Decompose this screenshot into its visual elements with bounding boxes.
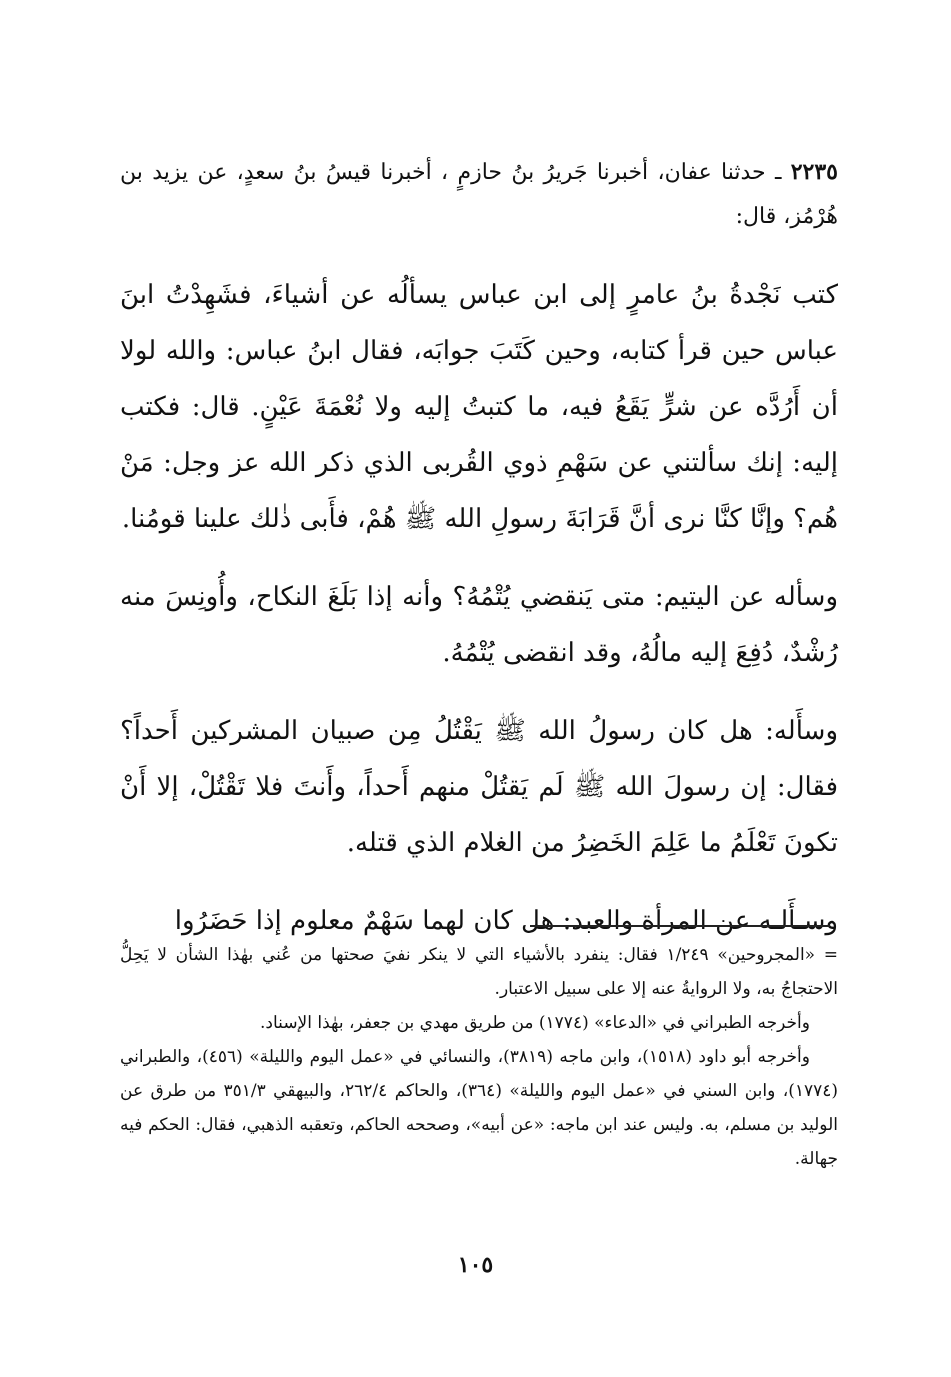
main-text-block	[120, 150, 838, 949]
page-number: ١٠٥	[457, 1252, 494, 1278]
hadith-paragraph: وسأله عن اليتيم: متى يَنقضي يُتْمُهُ؟ وأنه إذا بَلَغَ النكاح، وأُونِسَ منه رُشْدٌ، دُفِعَ إليه مالُهُ، وقد انقضى يُتْمُهُ.	[120, 582, 838, 668]
hadith-matn	[120, 267, 838, 949]
footnotes-block	[120, 938, 838, 1176]
footnote-paragraph: وأخرجه أبو داود (١٥١٨)، وابن ماجه (٣٨١٩)، والنسائي في «عمل اليوم والليلة» (٤٥٦)، والطبراني (١٧٧٤)، وابن السني في «عمل اليوم والليلة» (٣٦٤)، والحاكم ٢٦٢/٤، والبيهقي ٣٥١/٣ من طرق عن الوليد بن مسلم، به. وليس عند ابن ماجه: «عن أبيه»، وصححه الحاكم، وتعقبه الذهبي، فقال: الحكم فيه جهالة.	[120, 1047, 838, 1169]
footnote-paragraph: وأخرجه الطبراني في «الدعاء» (١٧٧٤) من طريق مهدي بن جعفر، بهٰذا الإسناد.	[260, 1013, 810, 1033]
footnote-divider	[530, 925, 830, 927]
isnad-text: ـ حدثنا عفان، أخبرنا جَريرُ بنُ حازمٍ ، أخبرنا قيسُ بنُ سعدٍ، عن يزيد بن هُرْمُز، قال:	[120, 160, 838, 229]
footnote-paragraph: = «المجروحين» ١/٢٤٩ فقال: ينفرد بالأشياء التي لا ينكر نفيَ صحتها من عُني بهٰذا الشأن لا يَحِلُّ الاحتجاجُ به، ولا الروايةُ عنه إلا على سبيل الاعتبار.	[120, 945, 838, 999]
hadith-isnad	[120, 150, 838, 239]
hadith-paragraph: كتب نَجْدةُ بنُ عامرٍ إلى ابن عباس يسألُه عن أشياءَ، فشَهِدْتُ ابنَ عباس حين قرأ كتابه، وحين كَتَبَ جوابَه، فقال ابنُ عباس: والله لولا أن أَرُدَّه عن شرٍّ يَقَعُ فيه، ما كتبتُ إليه ولا نُعْمَةَ عَيْنٍ. قال: فكتب إليه: إنك سألتني عن سَهْمِ ذوي القُربى الذي ذكر الله عز وجل: مَنْ هُم؟ وإنَّا كنَّا نرى أنَّ قَرَابَةَ رسولِ الله ﷺ هُمْ، فأَبى ذٰلك علينا قومُنا.	[120, 280, 838, 534]
hadith-paragraph: وسـأَلـه عن المرأة والعبد: هل كان لهما سَهْمٌ معلوم إذا حَضَرُوا	[174, 906, 838, 936]
hadith-number: ٢٢٣٥	[790, 159, 838, 185]
hadith-paragraph: وسأَله: هل كان رسولُ الله ﷺ يَقْتُلُ مِن صبيان المشركين أَحداً؟ فقال: إن رسولَ الله ﷺ لَم يَقتُلْ منهم أَحداً، وأَنتَ فلا تَقْتُلْ، إلا أَنْ تكونَ تَعْلَمُ ما عَلِمَ الخَضِرُ من الغلام الذي قتله.	[120, 716, 838, 858]
